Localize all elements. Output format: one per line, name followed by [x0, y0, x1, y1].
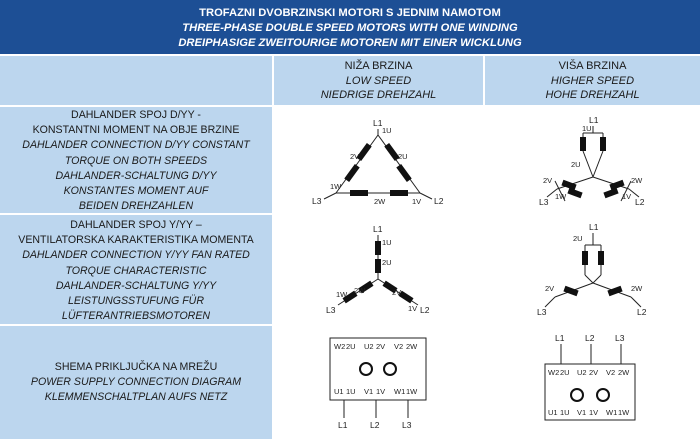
tb-low-l3: L3 [402, 420, 412, 430]
tb-high-1w: 1W [618, 408, 630, 417]
tb-high-v2: V2 [606, 368, 616, 377]
diagram-double-star-high-2 [485, 215, 700, 324]
yy-high-2v: 2V [543, 176, 553, 185]
header-empty-cell [0, 56, 272, 105]
title-croatian: TROFAZNI DVOBRZINSKI MOTORI S JEDNIM NAMOTOM [199, 7, 501, 19]
delta-low-l1: L1 [373, 118, 383, 128]
star-winding-diagram [274, 215, 483, 324]
tb-high-w2: W2 [548, 368, 560, 377]
fan-high-2w: 2W [631, 284, 643, 293]
row2-line3: DAHLANDER CONNECTION Y/YY FAN RATED [22, 249, 250, 262]
yy-high-1v: 1V [622, 192, 632, 201]
row2-line2: VENTILATORSKA KARAKTERISTIKA MOMENTA [18, 234, 254, 247]
header-low-speed [274, 56, 483, 105]
star-low-2u: 2U [382, 258, 392, 267]
high-speed-en: HIGHER SPEED [550, 74, 635, 87]
diagram-double-star-high-1 [485, 107, 700, 213]
title-german: DREIPHASIGE ZWEITOURIGE MOTOREN MIT EINER WICKLUNG [178, 37, 522, 49]
delta-low-2w: 2W [374, 197, 386, 206]
yy-high-l1: L1 [589, 115, 599, 125]
fan-high-l3: L3 [537, 307, 547, 317]
fan-high-l2: L2 [637, 307, 647, 317]
tb-low-2w: 2W [406, 342, 418, 351]
tb-low-1u: 1U [346, 387, 356, 396]
tb-high-1v: 1V [589, 408, 599, 417]
row3-line3: KLEMMENSCHALTPLAN AUFS NETZ [44, 391, 228, 404]
row3-line2: POWER SUPPLY CONNECTION DIAGRAM [30, 376, 242, 389]
low-speed-en: LOW SPEED [345, 74, 412, 87]
tb-high-l2: L2 [585, 333, 595, 343]
tb-high-l3: L3 [615, 333, 625, 343]
delta-low-1v: 1V [412, 197, 422, 206]
row2-line1: DAHLANDER SPOJ Y/YY – [70, 219, 202, 231]
row-power-supply-label [0, 326, 272, 439]
delta-low-2u: 2U [398, 152, 408, 161]
tb-low-v1: V1 [364, 387, 374, 396]
star-low-l2: L2 [420, 305, 430, 315]
row1-line6: KONSTANTES MOMENT AUF [63, 185, 209, 198]
table-title [0, 0, 700, 54]
yy-high-l3: L3 [539, 197, 549, 207]
diagram-star-low [274, 215, 483, 324]
double-star-fan-diagram [485, 215, 700, 324]
tb-low-1w: 1W [406, 387, 418, 396]
star-low-2w: 2W [354, 286, 366, 295]
row3-line1: SHEMA PRIKLJUČKA NA MREŽU [54, 361, 218, 373]
yy-high-1u: 1U [582, 124, 592, 133]
low-speed-hr: NIŽA BRZINA [344, 60, 413, 72]
star-low-1u: 1U [382, 238, 392, 247]
header-high-speed [485, 56, 700, 105]
title-english: THREE-PHASE DOUBLE SPEED MOTORS WITH ONE WINDING [182, 22, 518, 34]
tb-low-1v: 1V [376, 387, 386, 396]
row2-line7: LÜFTERANTRIEBSMOTOREN [61, 310, 211, 323]
diagram-delta-low [274, 107, 483, 213]
star-low-l1: L1 [373, 224, 383, 234]
terminal-box-low [274, 326, 483, 439]
terminal-box-high [485, 326, 700, 439]
tb-high-2w: 2W [618, 368, 630, 377]
star-low-2v: 2V [392, 288, 402, 297]
row1-line5: DAHLANDER-SCHALTUNG D/YY [55, 169, 217, 182]
delta-low-1w: 1W [330, 182, 342, 191]
row2-line5: DAHLANDER-SCHALTUNG Y/YY [55, 279, 217, 292]
delta-low-l2: L2 [434, 196, 444, 206]
terminal-box-low-diagram [274, 326, 483, 439]
tb-high-2v: 2V [589, 368, 599, 377]
row-y-yy-label [0, 215, 272, 324]
delta-low-2v: 2V [350, 152, 360, 161]
low-speed-de: NIEDRIGE DREHZAHL [320, 89, 437, 101]
tb-low-l2: L2 [370, 420, 380, 430]
row-delta-yy-label [0, 107, 272, 213]
high-speed-de: HOHE DREHZAHL [545, 89, 640, 101]
row1-line7: BEIDEN DREHZAHLEN [78, 200, 194, 213]
tb-low-l1: L1 [338, 420, 348, 430]
terminal-box-high-diagram [485, 326, 700, 439]
tb-high-1u: 1U [560, 408, 570, 417]
tb-high-u1: U1 [548, 408, 558, 417]
star-low-l3: L3 [326, 305, 336, 315]
high-speed-hr: VIŠA BRZINA [558, 60, 627, 72]
row1-line4: TORQUE ON BOTH SPEEDS [64, 154, 208, 167]
row1-line3: DAHLANDER CONNECTION D/YY CONSTANT [22, 139, 250, 152]
delta-low-1u: 1U [382, 126, 392, 135]
yy-high-1w: 1W [555, 192, 567, 201]
row1-line2: KONSTANTNI MOMENT NA OBJE BRZINE [32, 124, 240, 137]
star-low-1w: 1W [336, 290, 348, 299]
yy-high-2w: 2W [631, 176, 643, 185]
yy-high-2u: 2U [571, 160, 581, 169]
tb-low-2v: 2V [376, 342, 386, 351]
delta-low-l3: L3 [312, 196, 322, 206]
double-star-diagram [485, 107, 700, 213]
tb-high-w1: W1 [606, 408, 618, 417]
star-low-1v: 1V [408, 304, 418, 313]
tb-high-2u: 2U [560, 368, 570, 377]
fan-high-l1: L1 [589, 222, 599, 232]
fan-high-2v: 2V [545, 284, 555, 293]
tb-low-u1: U1 [334, 387, 344, 396]
fan-high-2u: 2U [573, 234, 583, 243]
yy-high-l2: L2 [635, 197, 645, 207]
tb-low-w2: W2 [334, 342, 346, 351]
tb-high-u2: U2 [577, 368, 587, 377]
tb-low-u2: U2 [364, 342, 374, 351]
tb-low-v2: V2 [394, 342, 404, 351]
tb-low-2u: 2U [346, 342, 356, 351]
row2-line4: TORQUE CHARACTERISTIC [65, 264, 207, 277]
tb-high-l1: L1 [555, 333, 565, 343]
tb-high-v1: V1 [577, 408, 587, 417]
row2-line6: LEISTUNGSSTUFUNG FÜR [68, 295, 204, 308]
row1-line1: DAHLANDER SPOJ D/YY - [71, 109, 201, 121]
delta-winding-diagram [274, 107, 483, 213]
tb-low-w1: W1 [394, 387, 406, 396]
